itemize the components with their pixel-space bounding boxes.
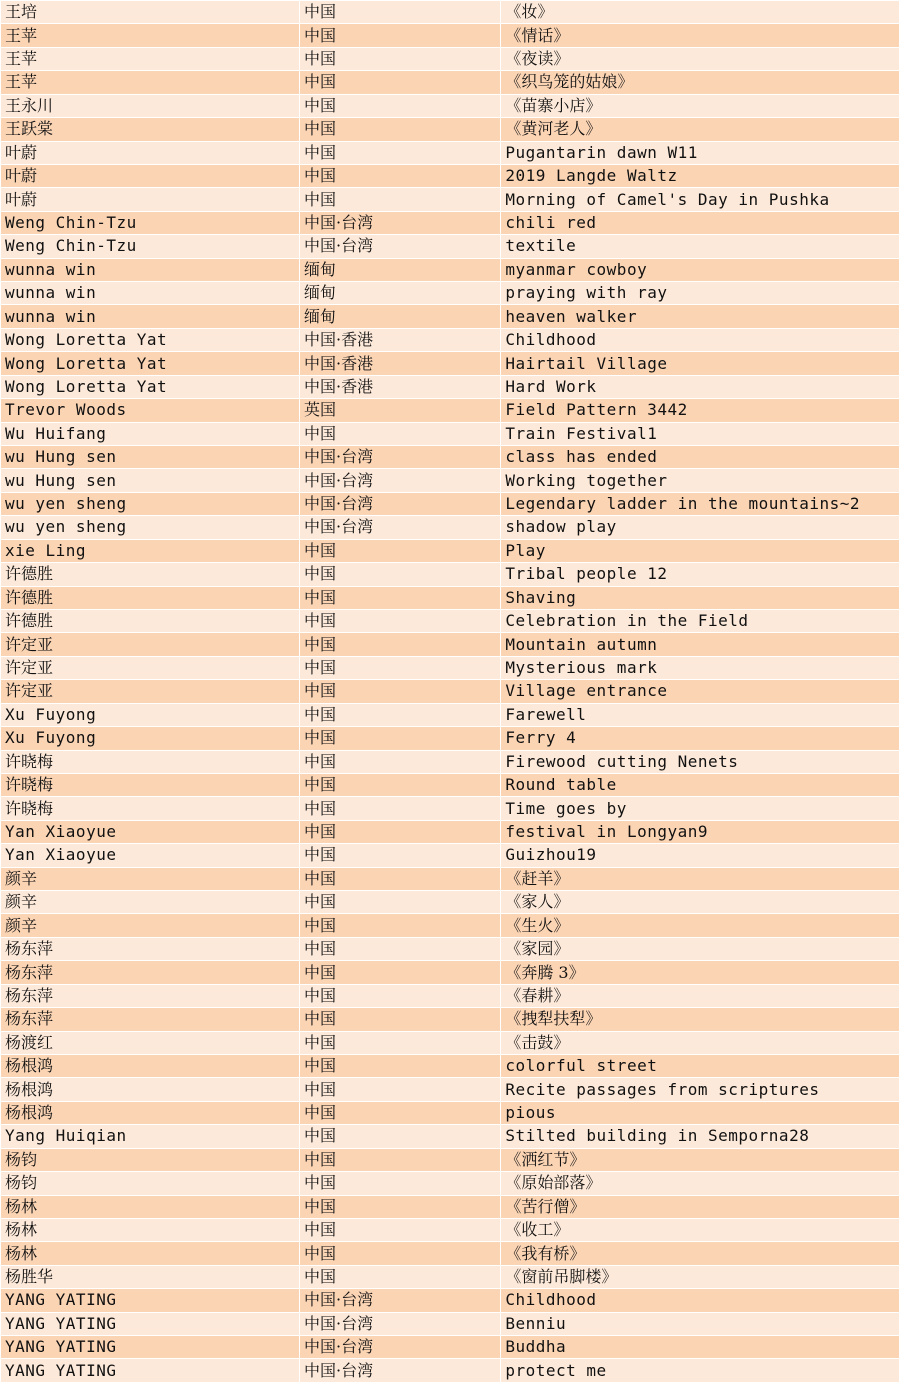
title-cell: Stilted building in Semporna28 (501, 1125, 900, 1148)
table-row (1, 1172, 900, 1195)
region-cell: 中国·台湾 (299, 211, 500, 234)
author-cell: wu Hung sen (1, 446, 300, 469)
region-cell: 中国 (299, 844, 500, 867)
table-row (1, 844, 900, 867)
title-cell: 《家人》 (501, 891, 900, 914)
region-cell: 中国 (299, 797, 500, 820)
table-row (1, 1148, 900, 1171)
region-cell: 中国 (299, 118, 500, 141)
title-cell: Benniu (501, 1312, 900, 1335)
author-cell: Weng Chin-Tzu (1, 211, 300, 234)
region-cell: 中国 (299, 961, 500, 984)
title-cell: colorful street (501, 1054, 900, 1077)
title-cell: Hard Work (501, 375, 900, 398)
title-cell: 《苦行僧》 (501, 1195, 900, 1218)
author-cell: 王苹 (1, 71, 300, 94)
table-row (1, 1359, 900, 1382)
author-cell: 颜辛 (1, 914, 300, 937)
table-row (1, 703, 900, 726)
author-cell: 王培 (1, 1, 300, 24)
title-cell: 《妆》 (501, 1, 900, 24)
title-cell: praying with ray (501, 282, 900, 305)
author-cell: Wong Loretta Yat (1, 352, 300, 375)
author-cell: YANG YATING (1, 1359, 300, 1382)
table-row (1, 305, 900, 328)
author-cell: Yan Xiaoyue (1, 820, 300, 843)
author-cell: 杨林 (1, 1242, 300, 1265)
region-cell: 中国 (299, 47, 500, 70)
title-cell: heaven walker (501, 305, 900, 328)
title-cell: Farewell (501, 703, 900, 726)
region-cell: 中国·台湾 (299, 516, 500, 539)
title-cell: Tribal people 12 (501, 563, 900, 586)
table-row (1, 563, 900, 586)
table-row (1, 328, 900, 351)
title-cell: 《我有桥》 (501, 1242, 900, 1265)
region-cell: 中国 (299, 984, 500, 1007)
author-cell: 杨东萍 (1, 984, 300, 1007)
author-cell: 许定亚 (1, 656, 300, 679)
title-cell: Recite passages from scriptures (501, 1078, 900, 1101)
table-row (1, 656, 900, 679)
author-cell: 杨钧 (1, 1148, 300, 1171)
title-cell: Childhood (501, 1289, 900, 1312)
table-row (1, 118, 900, 141)
table-row (1, 586, 900, 609)
region-cell: 中国 (299, 1008, 500, 1031)
region-cell: 中国·香港 (299, 352, 500, 375)
region-cell: 中国 (299, 914, 500, 937)
title-cell: Pugantarin dawn W11 (501, 141, 900, 164)
region-cell: 中国 (299, 1172, 500, 1195)
title-cell: 《生火》 (501, 914, 900, 937)
region-cell: 中国 (299, 1148, 500, 1171)
author-cell: Yang Huiqian (1, 1125, 300, 1148)
region-cell: 中国 (299, 1125, 500, 1148)
title-cell: 《春耕》 (501, 984, 900, 1007)
region-cell: 中国·台湾 (299, 1336, 500, 1359)
region-cell: 中国 (299, 1242, 500, 1265)
region-cell: 中国 (299, 1265, 500, 1288)
region-cell: 中国 (299, 703, 500, 726)
table-row (1, 984, 900, 1007)
table-row (1, 141, 900, 164)
title-cell: Buddha (501, 1336, 900, 1359)
region-cell: 中国 (299, 1101, 500, 1124)
author-cell: Xu Fuyong (1, 727, 300, 750)
region-cell: 中国 (299, 867, 500, 890)
title-cell: Mountain autumn (501, 633, 900, 656)
author-cell: xie Ling (1, 539, 300, 562)
region-cell: 中国 (299, 1, 500, 24)
title-cell: 《击鼓》 (501, 1031, 900, 1054)
author-cell: 杨根鸿 (1, 1078, 300, 1101)
region-cell: 中国 (299, 586, 500, 609)
title-cell: 《夜读》 (501, 47, 900, 70)
region-cell: 中国·台湾 (299, 1359, 500, 1382)
title-cell: Morning of Camel's Day in Pushka (501, 188, 900, 211)
table-row (1, 469, 900, 492)
region-cell: 中国 (299, 539, 500, 562)
title-cell: 《原始部落》 (501, 1172, 900, 1195)
table-row (1, 188, 900, 211)
region-cell: 中国 (299, 609, 500, 632)
author-cell: 杨根鸿 (1, 1101, 300, 1124)
table-row (1, 1265, 900, 1288)
table-row (1, 492, 900, 515)
table-row (1, 1218, 900, 1241)
title-cell: 《窗前吊脚楼》 (501, 1265, 900, 1288)
region-cell: 中国 (299, 164, 500, 187)
region-cell: 中国·台湾 (299, 469, 500, 492)
author-cell: Yan Xiaoyue (1, 844, 300, 867)
table-row (1, 1101, 900, 1124)
table-row (1, 1312, 900, 1335)
title-cell: shadow play (501, 516, 900, 539)
table-row (1, 446, 900, 469)
title-cell: Legendary ladder in the mountains~2 (501, 492, 900, 515)
region-cell: 中国 (299, 937, 500, 960)
author-cell: 王苹 (1, 47, 300, 70)
region-cell: 中国 (299, 773, 500, 796)
region-cell: 中国·台湾 (299, 446, 500, 469)
author-cell: YANG YATING (1, 1289, 300, 1312)
region-cell: 中国 (299, 71, 500, 94)
author-cell: Weng Chin-Tzu (1, 235, 300, 258)
table-row (1, 891, 900, 914)
author-cell: wunna win (1, 305, 300, 328)
region-cell: 中国 (299, 820, 500, 843)
title-cell: 2019 Langde Waltz (501, 164, 900, 187)
region-cell: 中国·香港 (299, 375, 500, 398)
region-cell: 中国 (299, 1031, 500, 1054)
title-cell: 《拽犁扶犁》 (501, 1008, 900, 1031)
table-row (1, 867, 900, 890)
title-cell: myanmar cowboy (501, 258, 900, 281)
table-row (1, 773, 900, 796)
author-cell: 杨林 (1, 1218, 300, 1241)
region-cell: 中国 (299, 633, 500, 656)
title-cell: class has ended (501, 446, 900, 469)
table-row (1, 820, 900, 843)
title-cell: pious (501, 1101, 900, 1124)
region-cell: 缅甸 (299, 258, 500, 281)
region-cell: 中国 (299, 141, 500, 164)
table-row (1, 1, 900, 24)
author-cell: 王跃棠 (1, 118, 300, 141)
author-cell: 许定亚 (1, 680, 300, 703)
author-cell: wunna win (1, 282, 300, 305)
title-cell: 《苗寨小店》 (501, 94, 900, 117)
title-cell: textile (501, 235, 900, 258)
author-cell: 叶蔚 (1, 188, 300, 211)
table-row (1, 937, 900, 960)
title-cell: Firewood cutting Nenets (501, 750, 900, 773)
title-cell: 《赶羊》 (501, 867, 900, 890)
table-row (1, 258, 900, 281)
table-row (1, 1054, 900, 1077)
table-row (1, 399, 900, 422)
author-cell: 杨东萍 (1, 1008, 300, 1031)
author-cell: 叶蔚 (1, 164, 300, 187)
table-row (1, 1031, 900, 1054)
region-cell: 中国·台湾 (299, 1289, 500, 1312)
author-cell: Xu Fuyong (1, 703, 300, 726)
author-cell: 杨胜华 (1, 1265, 300, 1288)
table-row (1, 1008, 900, 1031)
table-row (1, 727, 900, 750)
table-row (1, 797, 900, 820)
table-row (1, 539, 900, 562)
title-cell: Train Festival1 (501, 422, 900, 445)
author-cell: 许定亚 (1, 633, 300, 656)
author-cell: 杨根鸿 (1, 1054, 300, 1077)
region-cell: 中国 (299, 94, 500, 117)
title-cell: protect me (501, 1359, 900, 1382)
table-row (1, 71, 900, 94)
title-cell: Shaving (501, 586, 900, 609)
title-cell: Childhood (501, 328, 900, 351)
title-cell: Round table (501, 773, 900, 796)
title-cell: Guizhou19 (501, 844, 900, 867)
author-cell: 许晓梅 (1, 750, 300, 773)
author-cell: wu yen sheng (1, 516, 300, 539)
table-row (1, 914, 900, 937)
table-row (1, 1078, 900, 1101)
title-cell: Hairtail Village (501, 352, 900, 375)
author-cell: 王苹 (1, 24, 300, 47)
table-row (1, 680, 900, 703)
author-cell: 杨渡红 (1, 1031, 300, 1054)
title-cell: Mysterious mark (501, 656, 900, 679)
title-cell: 《奔腾 3》 (501, 961, 900, 984)
region-cell: 中国 (299, 188, 500, 211)
title-cell: 《家园》 (501, 937, 900, 960)
table-row (1, 164, 900, 187)
author-cell: 叶蔚 (1, 141, 300, 164)
region-cell: 中国 (299, 1218, 500, 1241)
table-row (1, 211, 900, 234)
region-cell: 中国·台湾 (299, 492, 500, 515)
table-row (1, 633, 900, 656)
region-cell: 中国 (299, 1078, 500, 1101)
table-row (1, 94, 900, 117)
table-row (1, 282, 900, 305)
region-cell: 英国 (299, 399, 500, 422)
author-cell: 颜辛 (1, 867, 300, 890)
table-row (1, 422, 900, 445)
author-cell: 颜辛 (1, 891, 300, 914)
author-cell: Trevor Woods (1, 399, 300, 422)
author-cell: Wu Huifang (1, 422, 300, 445)
author-cell: 许晓梅 (1, 773, 300, 796)
author-cell: YANG YATING (1, 1336, 300, 1359)
table-row (1, 375, 900, 398)
region-cell: 中国 (299, 24, 500, 47)
table-row (1, 1242, 900, 1265)
table-row (1, 516, 900, 539)
table-row (1, 1336, 900, 1359)
title-cell: 《黄河老人》 (501, 118, 900, 141)
table-row (1, 961, 900, 984)
region-cell: 中国 (299, 422, 500, 445)
author-cell: wu yen sheng (1, 492, 300, 515)
author-cell: 杨东萍 (1, 937, 300, 960)
author-cell: 杨东萍 (1, 961, 300, 984)
table-row (1, 235, 900, 258)
title-cell: Field Pattern 3442 (501, 399, 900, 422)
table-row (1, 47, 900, 70)
author-cell: YANG YATING (1, 1312, 300, 1335)
entries-table-body (1, 1, 900, 1383)
author-cell: 杨林 (1, 1195, 300, 1218)
author-cell: 许德胜 (1, 609, 300, 632)
title-cell: 《织鸟笼的姑娘》 (501, 71, 900, 94)
region-cell: 中国 (299, 1054, 500, 1077)
region-cell: 中国·台湾 (299, 1312, 500, 1335)
region-cell: 中国 (299, 750, 500, 773)
region-cell: 中国 (299, 891, 500, 914)
author-cell: wu Hung sen (1, 469, 300, 492)
region-cell: 中国 (299, 1195, 500, 1218)
title-cell: 《收工》 (501, 1218, 900, 1241)
table-row (1, 609, 900, 632)
author-cell: wunna win (1, 258, 300, 281)
author-cell: 许德胜 (1, 563, 300, 586)
author-cell: 许晓梅 (1, 797, 300, 820)
title-cell: Village entrance (501, 680, 900, 703)
title-cell: Working together (501, 469, 900, 492)
region-cell: 中国 (299, 563, 500, 586)
table-row (1, 1125, 900, 1148)
table-row (1, 352, 900, 375)
region-cell: 中国 (299, 727, 500, 750)
title-cell: Celebration in the Field (501, 609, 900, 632)
region-cell: 中国·台湾 (299, 235, 500, 258)
title-cell: festival in Longyan9 (501, 820, 900, 843)
author-cell: Wong Loretta Yat (1, 375, 300, 398)
region-cell: 中国 (299, 656, 500, 679)
title-cell: 《情话》 (501, 24, 900, 47)
table-row (1, 1195, 900, 1218)
title-cell: Time goes by (501, 797, 900, 820)
author-cell: 杨钧 (1, 1172, 300, 1195)
table-row (1, 1289, 900, 1312)
author-cell: 王永川 (1, 94, 300, 117)
region-cell: 中国·香港 (299, 328, 500, 351)
table-row (1, 24, 900, 47)
region-cell: 缅甸 (299, 305, 500, 328)
table-row (1, 750, 900, 773)
author-cell: Wong Loretta Yat (1, 328, 300, 351)
author-cell: 许德胜 (1, 586, 300, 609)
region-cell: 中国 (299, 680, 500, 703)
title-cell: Ferry 4 (501, 727, 900, 750)
title-cell: 《洒红节》 (501, 1148, 900, 1171)
title-cell: Play (501, 539, 900, 562)
region-cell: 缅甸 (299, 282, 500, 305)
title-cell: chili red (501, 211, 900, 234)
